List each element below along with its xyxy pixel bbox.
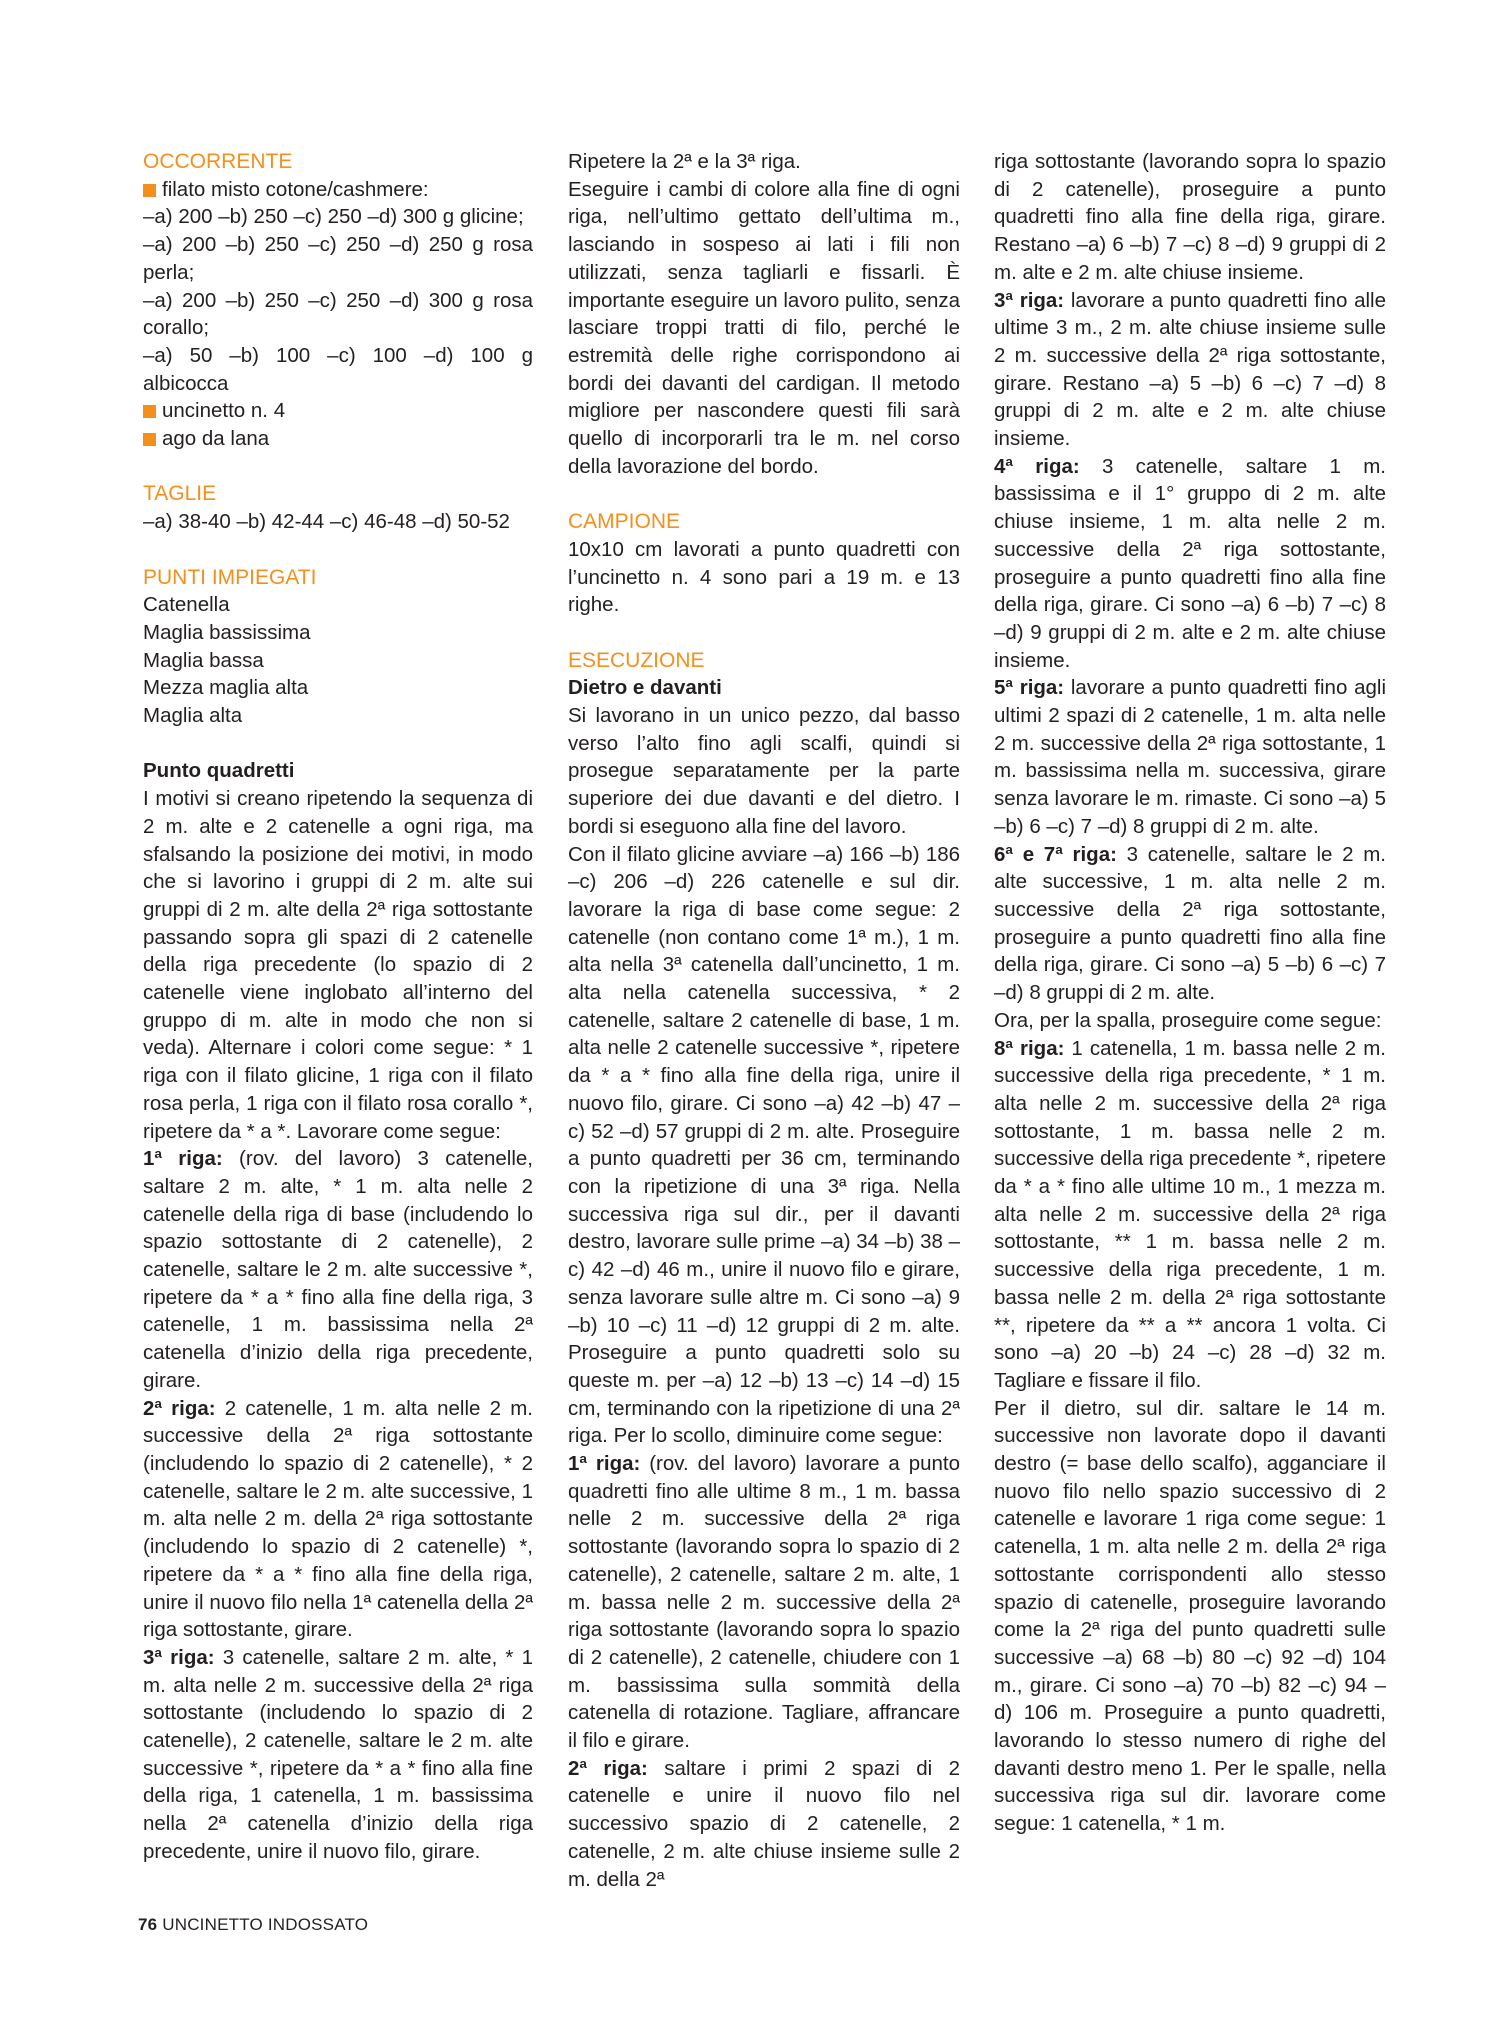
section-title-esecuzione: ESECUZIONE xyxy=(568,648,705,672)
occ-item: –a) 200 –b) 250 –c) 250 –d) 300 g glicine; xyxy=(143,205,524,229)
paragraph: 4ª riga: 3 catenelle, saltare 1 m. bassissima e il 1° gruppo di 2 m. alte chiuse insieme, 1 m. alta nelle 2 m. successive della 2ª riga sottostante, proseguire a punto quadretti fino alla fine della riga, girare. Ci sono –a) 6 –b) 7 –c) 8 –d) 9 gruppi di 2 m. alte e 2 m. alte chiuse insieme. xyxy=(994,454,1386,672)
punto-item: Mezza maglia alta xyxy=(143,676,309,700)
section-title-punti: PUNTI IMPIEGATI xyxy=(143,565,317,589)
paragraph: I motivi si creano ripetendo la sequenza di 2 m. alte e 2 catenelle a ogni riga, ma sfalsando la posizione dei motivi, in modo che si lavorino i gruppi di 2 m. alte sui gruppi di 2 m. alte della 2ª riga sottostante passando sopra gli spazi di 2 catenelle della riga precedente (lo spazio di 2 catenelle viene inglobato all’interno del gruppo di m. alte in modo che non si veda). Alternare i colori come segue: * 1 riga con il filato glicine, 1 riga con il filato rosa perla, 1 riga con il filato rosa corallo *, ripetere da * a *. Lavorare come segue: xyxy=(143,787,533,1143)
column-3 xyxy=(994,148,1386,1838)
bullet-square-icon xyxy=(143,184,156,197)
occ-item: –a) 200 –b) 250 –c) 250 –d) 250 g rosa perla; xyxy=(143,233,533,284)
paragraph: 1ª riga: (rov. del lavoro) 3 catenelle, saltare 2 m. alte, * 1 m. alta nelle 2 catenelle della riga di base (includendo lo spazio sottostante di 2 catenelle), 2 catenelle, saltare le 2 m. alte successive *, ripetere da * a * fino alla fine della riga, 3 catenelle, 1 m. bassissima nella 2ª catenella d’inizio della riga precedente, girare. xyxy=(143,1147,533,1392)
paragraph: riga sottostante (lavorando sopra lo spazio di 2 catenelle), proseguire a punto quadretti fino alla fine della riga, girare. Restano –a) 6 –b) 7 –c) 8 –d) 9 gruppi di 2 m. alte e 2 m. alte chiuse insieme. xyxy=(994,150,1386,284)
occ-item: –a) 50 –b) 100 –c) 100 –d) 100 g albicocca xyxy=(143,343,533,395)
paragraph: 6ª e 7ª riga: 3 catenelle, saltare le 2 m. alte successive, 1 m. alta nelle 2 m. successive della 2ª riga sottostante, proseguire a punto quadretti fino alla fine della riga, girare. Ci sono –a) 5 –b) 6 –c) 7 –d) 8 gruppi di 2 m. alte. xyxy=(994,842,1386,1005)
paragraph: 8ª riga: 1 catenella, 1 m. bassa nelle 2 m. successive della riga precedente, * 1 m. alta nelle 2 m. successive della 2ª riga sottostante, 1 m. bassa nelle 2 m. successive della riga precedente *, ripetere da * a * fino alle ultime 10 m., 1 mezza m. alta nelle 2 m. successive della 2ª riga sottostante, ** 1 m. bassa nelle 2 m. successive della riga precedente, 1 m. bassa nelle 2 m. della 2ª riga sottostante **, ripetere da ** a ** ancora 1 volta. Ci sono –a) 20 –b) 24 –c) 28 –d) 32 m. Tagliare e fissare il filo. xyxy=(994,1036,1386,1392)
paragraph: 1ª riga: (rov. del lavoro) lavorare a punto quadretti fino alle ultime 8 m., 1 m. bassa nelle 2 m. successive della 2ª riga sottostante (lavorando sopra lo spazio di 2 catenelle), 2 catenelle, saltare 2 m. alte, 1 m. bassa nelle 2 m. successive della 2ª riga sottostante (lavorando sopra lo spazio di 2 catenelle), 2 catenelle, chiudere con 1 m. bassissima sulla sommità della catenella di rotazione. Tagliare, affrancare il filo e girare. xyxy=(568,1452,961,1753)
bullet-square-icon xyxy=(143,433,156,446)
paragraph: Per il dietro, sul dir. saltare le 14 m. successive non lavorate dopo il davanti destro (= base dello scalfo), agganciare il nuovo filo nello spazio successivo di 2 catenelle e lavorare 1 riga come segue: 1 catenella, 1 m. alta nelle 2 m. della 2ª riga sottostante corrispondenti allo stesso spazio di catenelle, proseguire lavorando come la 2ª riga del punto quadretti sulle successive –a) 68 –b) 80 –c) 92 –d) 104 m., girare. Ci sono –a) 70 –b) 82 –c) 94 –d) 106 m. Proseguire a punto quadretti, lavorando lo stesso numero di righe del davanti destro meno 1. Per le spalle, nella successiva riga sul dir. lavorare come segue: 1 catenella, * 1 m. xyxy=(994,1396,1386,1836)
paragraph: Con il filato glicine avviare –a) 166 –b) 186 –c) 206 –d) 226 catenelle e sul dir. lavorare la riga di base come segue: 2 catenelle (non contano come 1ª m.), 1 m. alta nella 3ª catenella dall’uncinetto, 1 m. alta nella catenella successiva, * 2 catenelle, saltare 2 catenelle di base, 1 m. alta nelle 2 catenelle successive *, ripetere da * a * fino alla fine della riga, unire il nuovo filo, girare. Ci sono –a) 42 –b) 47 –c) 52 –d) 57 gruppi di 2 m. alte. Proseguire a punto quadretti per 36 cm, terminando con la ripetizione di una 3ª riga. Nella successiva riga sul dir., per il davanti destro, lavorare sulle prime –a) 34 –b) 38 –c) 42 –d) 46 m., unire il nuovo filo e girare, senza lavorare sulle altre m. Ci sono –a) 9 –b) 10 –c) 11 –d) 12 gruppi di 2 m. alte. Proseguire a punto quadretti solo su queste m. per –a) 12 –b) 13 –c) 14 –d) 15 cm, terminando con la ripetizione di una 2ª riga. Per lo scollo, diminuire come segue: xyxy=(568,842,960,1448)
subtitle-punto-quadretti: Punto quadretti xyxy=(143,759,295,783)
page-number: 76 xyxy=(138,1915,158,1934)
section-title-taglie: TAGLIE xyxy=(143,482,217,506)
bullet-square-icon xyxy=(143,405,156,418)
occ-item: filato misto cotone/cashmere: xyxy=(143,176,533,204)
punto-item: Maglia bassissima xyxy=(143,620,311,644)
paragraph: 3ª riga: lavorare a punto quadretti fino alle ultime 3 m., 2 m. alte chiuse insieme sulle 2 m. successive della 2ª riga sottostante, girare. Restano –a) 5 –b) 6 –c) 7 –d) 8 gruppi di 2 m. alte e 2 m. alte chiuse insieme. xyxy=(994,288,1386,451)
punto-item: Maglia alta xyxy=(143,704,243,728)
occ-item: –a) 200 –b) 250 –c) 250 –d) 300 g rosa corallo; xyxy=(143,288,533,340)
column-1 xyxy=(143,148,533,1866)
occ-item: uncinetto n. 4 xyxy=(143,397,533,425)
punto-item: Catenella xyxy=(143,593,230,617)
paragraph: 5ª riga: lavorare a punto quadretti fino agli ultimi 2 spazi di 2 catenelle, 1 m. alta nelle 2 m. successive della 2ª riga sottostante, 1 m. bassissima nella m. successiva, girare senza lavorare le m. rimaste. Ci sono –a) 5 –b) 6 –c) 7 –d) 8 gruppi di 2 m. alte. xyxy=(994,676,1386,838)
paragraph: Eseguire i cambi di colore alla fine di ogni riga, nell’ultimo gettato dell’ultima m., lasciando in sospeso ai lati i fili non utilizzati, senza tagliarli e fissarli. È importante eseguire un lavoro pulito, senza lasciare troppi tratti di filo, perché le estremità delle righe corrispondono ai bordi dei davanti del cardigan. Il metodo migliore per nascondere questi fili sarà quello di incorporarli tra le m. nel corso della lavorazione del bordo. xyxy=(568,177,961,478)
column-2 xyxy=(568,148,960,1893)
paragraph: 2ª riga: saltare i primi 2 spazi di 2 catenelle e unire il nuovo filo nel successivo spazio di 2 catenelle, 2 catenelle, 2 m. alte chiuse insieme sulle 2 m. della 2ª xyxy=(568,1756,961,1891)
paragraph: 2ª riga: 2 catenelle, 1 m. alta nelle 2 m. successive della 2ª riga sottostante (includendo lo spazio di 2 catenelle), * 2 catenelle, saltare le 2 m. alte successive, 1 m. alta nelle 2 m. della 2ª riga sottostante (includendo lo spazio di 2 catenelle) *, ripetere da * a * fino alla fine della riga, unire il nuovo filo nella 1ª catenella della 2ª riga sottostante, girare. xyxy=(143,1396,534,1642)
taglie-text: –a) 38-40 –b) 42-44 –c) 46-48 –d) 50-52 xyxy=(143,510,510,534)
page-footer xyxy=(138,1915,368,1935)
paragraph: Si lavorano in un unico pezzo, dal basso verso l’alto fino agli scalfi, quindi si prosegue separatamente per la parte superiore dei due davanti e del dietro. I bordi si eseguono alla fine del lavoro. xyxy=(568,704,960,838)
magazine-name: UNCINETTO INDOSSATO xyxy=(162,1915,369,1934)
paragraph: 3ª riga: 3 catenelle, saltare 2 m. alte, * 1 m. alta nelle 2 m. successive della 2ª riga sottostante (includendo lo spazio di 2 catenelle), 2 catenelle, saltare le 2 m. alte successive *, ripetere da * a * fino alla fine della riga, 1 catenella, 1 m. bassissima nella 2ª catenella d’inizio della riga precedente, unire il nuovo filo, girare. xyxy=(143,1645,533,1863)
subtitle-dietro-davanti: Dietro e davanti xyxy=(568,676,722,700)
occ-item: ago da lana xyxy=(143,425,533,453)
section-title-campione: CAMPIONE xyxy=(568,510,681,534)
paragraph: 10x10 cm lavorati a punto quadretti con l’uncinetto n. 4 sono pari a 19 m. e 13 righe. xyxy=(568,537,960,617)
punto-item: Maglia bassa xyxy=(143,648,264,672)
paragraph: Ripetere la 2ª e la 3ª riga. xyxy=(568,150,801,173)
section-title-occorrente: OCCORRENTE xyxy=(143,150,293,173)
paragraph: Ora, per la spalla, proseguire come segue: xyxy=(994,1008,1382,1032)
